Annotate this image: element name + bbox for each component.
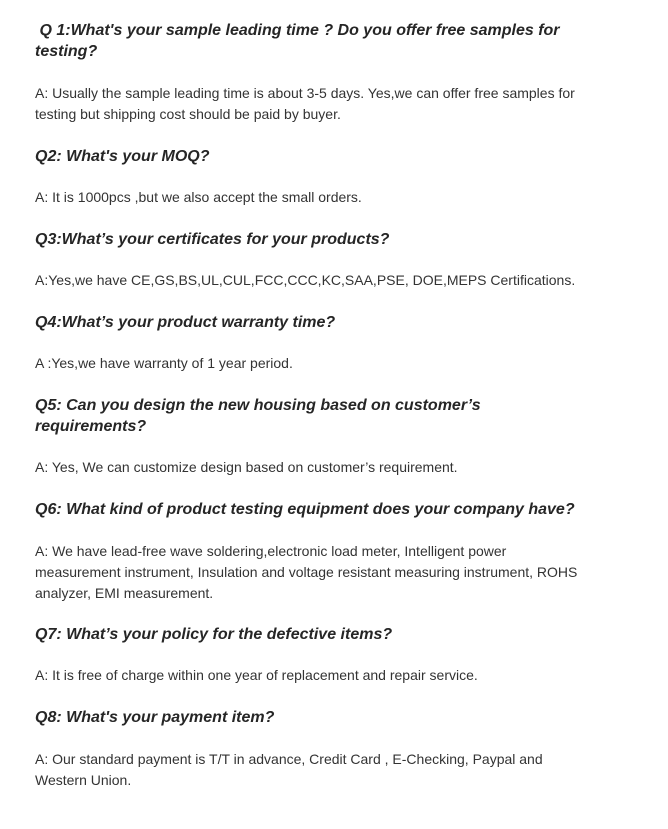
faq-answer-5: A: Yes, We can customize design based on customer’s requirement. [35,459,458,475]
faq-question-3: Q3:What’s your certificates for your products? [35,231,390,248]
faq-answer-3: A:Yes,we have CE,GS,BS,UL,CUL,FCC,CCC,KC,SAA,PSE, DOE,MEPS Certifications. [35,272,576,288]
faq-answer-8: A: Our standard payment is T/T in advance, Credit Card , E-Checking, Paypal and Western Union. [35,751,543,788]
faq-question-8: Q8: What's your payment item? [35,709,275,726]
faq-question-6: Q6: What kind of product testing equipment does your company have? [35,501,575,518]
faq-answer-2: A: It is 1000pcs ,but we also accept the small orders. [35,189,362,205]
faq-question-1: Q 1:What's your sample leading time ? Do you offer free samples for testing? [35,22,560,60]
faq-answer-1: A: Usually the sample leading time is about 3-5 days. Yes,we can offer free samples for testing but shipping cost should be paid by buyer. [35,85,575,122]
faq-answer-6: A: We have lead-free wave soldering,electronic load meter, Intelligent power measurement instrument, Insulation and voltage resistant measuring instrument, ROHS analyzer, EMI measurement. [35,543,578,601]
faq-answer-4: A :Yes,we have warranty of 1 year period. [35,355,293,371]
faq-question-4: Q4:What’s your product warranty time? [35,314,336,331]
faq-question-5: Q5: Can you design the new housing based on customer’s requirements? [35,397,481,435]
faq-question-7: Q7: What’s your policy for the defective items? [35,626,393,643]
faq-answer-7: A: It is free of charge within one year of replacement and repair service. [35,667,478,683]
faq-question-2: Q2: What's your MOQ? [35,148,210,165]
